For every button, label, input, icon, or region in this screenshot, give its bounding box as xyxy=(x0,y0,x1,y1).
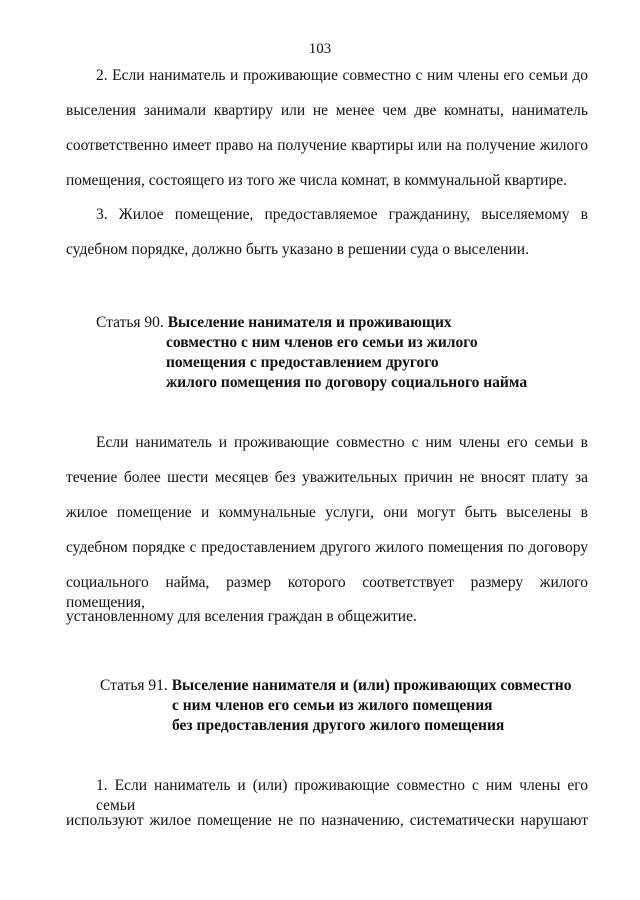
article-90-body-line-4: судебном порядке с предоставлением другого жилого помещения по договору xyxy=(66,539,588,556)
article-90-title-line-2: совместно с ним членов его семьи из жилого xyxy=(166,334,478,351)
article-90-body-line-3: жилое помещение и коммунальные услуги, они могут быть выселены в xyxy=(66,504,588,521)
article-91-body-line-2: используют жилое помещение не по назначению, систематически нарушают xyxy=(66,812,588,829)
article-90-title-line-3: помещения с предоставлением другого xyxy=(166,354,439,371)
article-91-prefix: Статья 91. xyxy=(100,677,168,694)
paragraph-2-line-1: 2. Если наниматель и проживающие совместно с ним члены его семьи до xyxy=(96,67,588,84)
article-90-title-line-4: жилого помещения по договору социального найма xyxy=(166,374,528,391)
paragraph-2-line-4: помещения, состоящего из того же числа комнат, в коммунальной квартире. xyxy=(66,172,567,189)
paragraph-2-line-3: соответственно имеет право на получение квартиры или на получение жилого xyxy=(66,137,588,154)
article-91-body-line-1: 1. Если наниматель и (или) проживающие совместно с ним члены его семьи xyxy=(96,777,588,814)
page-number: 103 xyxy=(308,41,332,57)
article-90-prefix: Статья 90. xyxy=(96,314,164,331)
article-90-title-line-1: Выселение нанимателя и проживающих xyxy=(167,314,452,331)
article-90-body-line-2: течение более шести месяцев без уважительных причин не вносят плату за xyxy=(66,469,588,486)
paragraph-3-line-1: 3. Жилое помещение, предоставляемое гражданину, выселяемому в xyxy=(96,206,588,223)
article-91-title-line-3: без предоставления другого жилого помещения xyxy=(172,717,505,734)
article-90-body-line-6: установленному для вселения граждан в общежитие. xyxy=(66,608,417,625)
article-90-body-line-1: Если наниматель и проживающие совместно с ним члены его семьи в xyxy=(96,434,588,451)
article-90-heading-first-line xyxy=(96,313,452,333)
article-91-title-line-2: с ним членов его семьи из жилого помещения xyxy=(172,697,493,714)
article-91-title-line-1: Выселение нанимателя и (или) проживающих совместно xyxy=(171,677,572,694)
paragraph-2-line-2: выселения занимали квартиру или не менее чем две комнаты, наниматель xyxy=(66,102,588,119)
article-91-heading-first-line xyxy=(100,676,571,696)
paragraph-3-line-2: судебном порядке, должно быть указано в решении суда о выселении. xyxy=(66,241,529,258)
article-90-body-line-5: социального найма, размер которого соответствует размеру жилого помещения, xyxy=(66,574,588,611)
